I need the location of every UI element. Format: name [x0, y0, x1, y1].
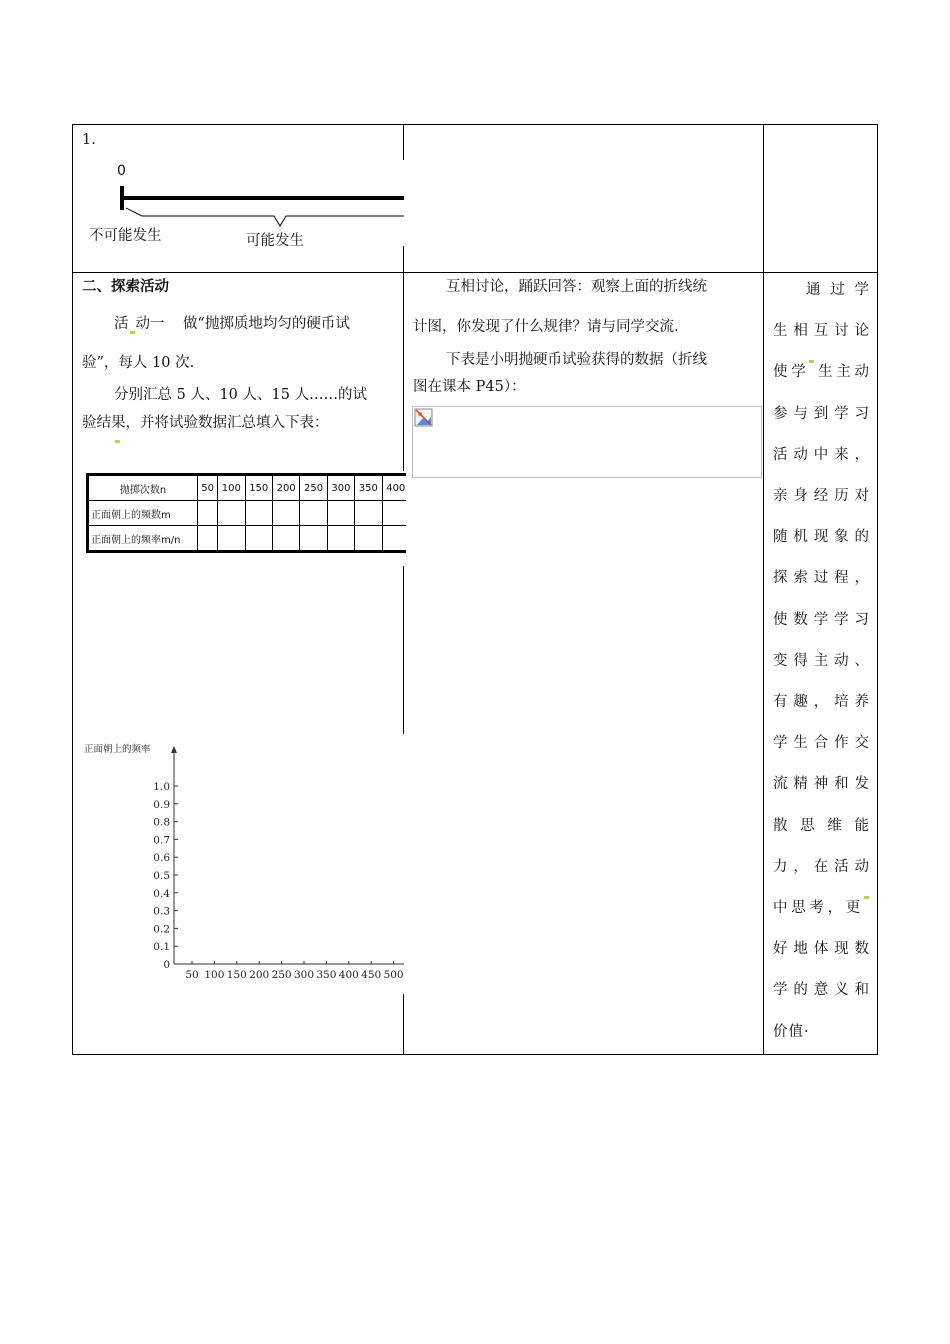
y-tick-label: 0.2 — [153, 923, 170, 936]
design-intent-char: 有 — [773, 694, 788, 710]
design-intent-char: 参 — [773, 405, 788, 422]
data-intro-line-2: 图在课本 P45）： — [413, 379, 526, 395]
y-tick-label: 0.7 — [153, 834, 170, 847]
design-intent-char: 学 — [834, 611, 849, 628]
design-intent-char: 学 — [773, 982, 788, 999]
design-intent-char: 学 — [854, 282, 869, 298]
design-intent-char: ， — [854, 446, 869, 463]
design-intent-line — [773, 690, 869, 711]
table-row-label: 正面朝上的频率m/n — [89, 526, 198, 551]
x-tick-label: 500 — [383, 969, 404, 981]
table-empty-cell[interactable] — [198, 526, 218, 551]
x-tick-label: 50 — [185, 969, 199, 981]
table-empty-cell[interactable] — [355, 526, 382, 551]
design-intent-line — [773, 566, 869, 587]
design-intent-char: 意 — [813, 982, 829, 999]
design-intent-line — [773, 525, 869, 546]
design-intent-char: 价 — [773, 1023, 788, 1040]
design-intent-char: 现 — [813, 529, 829, 546]
design-intent-char: 身 — [793, 488, 808, 504]
design-intent-char: 主 — [813, 652, 829, 669]
design-intent-char: 相 — [793, 323, 808, 340]
edit-mark — [809, 360, 814, 363]
table-empty-cell[interactable] — [272, 501, 299, 526]
design-intent-line — [773, 319, 869, 340]
design-intent-char: 论 — [854, 323, 869, 340]
design-intent-char: 和 — [854, 982, 869, 999]
design-intent-char: 通 — [806, 282, 821, 298]
design-intent-line — [773, 731, 869, 752]
design-intent-char: 维 — [827, 817, 842, 834]
design-intent-line — [773, 855, 869, 876]
table-row-label: 正面朝上的频数m — [89, 501, 198, 526]
design-intent-char: 互 — [813, 323, 829, 340]
design-intent-char: 主 — [836, 364, 851, 381]
x-tick-label: 400 — [338, 969, 359, 981]
table-empty-cell[interactable] — [218, 501, 245, 526]
y-tick-label: 0.1 — [153, 941, 170, 954]
table-empty-cell[interactable] — [198, 501, 218, 526]
design-intent-char: 义 — [834, 982, 849, 999]
chart-ylabel: 正面朝上的频率 — [84, 744, 151, 755]
design-intent-line — [773, 814, 869, 835]
scale-possible-label: 可能发生 — [246, 233, 304, 249]
section-heading: 二、探索活动 — [82, 279, 169, 295]
design-intent-line — [773, 772, 869, 793]
table-header-cell: 100 — [218, 476, 245, 501]
design-intent-line — [773, 937, 869, 958]
x-tick-label: 300 — [293, 969, 315, 981]
design-intent-char: 讨 — [834, 323, 849, 340]
row-divider — [72, 272, 878, 273]
design-intent-char: 得 — [793, 652, 808, 669]
x-tick-label: 100 — [204, 969, 225, 981]
design-intent-char: 探 — [773, 570, 788, 587]
design-intent-char: 力 — [773, 858, 788, 875]
table-empty-cell[interactable] — [327, 526, 354, 551]
design-intent-char: 到 — [813, 405, 829, 422]
design-intent-char: 好 — [773, 941, 788, 958]
design-intent-char: 生 — [818, 364, 833, 381]
table-header-cell: 150 — [245, 476, 272, 501]
design-intent-char: 地 — [793, 941, 808, 958]
y-tick-label: 0.6 — [153, 852, 170, 865]
x-tick-label: 150 — [226, 969, 247, 981]
design-intent-char: 经 — [813, 488, 829, 504]
table-row — [89, 501, 407, 526]
design-intent-line — [773, 608, 869, 629]
design-intent-char: 变 — [773, 652, 788, 669]
x-tick-label: 450 — [361, 969, 382, 981]
design-intent-line — [773, 443, 869, 464]
x-tick-label: 200 — [249, 969, 270, 981]
design-intent-char: 生 — [773, 323, 788, 340]
table-empty-cell[interactable] — [382, 526, 406, 551]
design-intent-char: 中 — [773, 900, 788, 916]
design-intent-char: 思 — [800, 817, 815, 834]
y-tick-label: 0.4 — [153, 887, 170, 900]
missing-image-placeholder — [412, 406, 762, 478]
design-intent-char: 精 — [793, 776, 808, 793]
design-intent-char: 现 — [834, 941, 849, 958]
table-empty-cell[interactable] — [218, 526, 245, 551]
design-intent-char: 、 — [854, 652, 869, 669]
design-intent-char: . — [804, 1019, 809, 1036]
activity-line-2: 验”，每人 10 次. — [82, 355, 195, 371]
design-intent-char: 体 — [813, 941, 829, 958]
design-intent-char: 随 — [773, 529, 788, 546]
design-intent-char: 在 — [813, 858, 829, 875]
design-intent-char: 与 — [793, 405, 808, 422]
design-intent-line — [773, 402, 869, 423]
y-tick-label: 0.9 — [153, 798, 170, 811]
x-tick-label: 250 — [271, 969, 292, 981]
design-intent-char: 发 — [854, 776, 869, 793]
design-intent-char: 学 — [813, 611, 829, 628]
table-row — [89, 526, 407, 551]
column-divider-right — [763, 124, 764, 1055]
table-empty-cell[interactable] — [300, 501, 327, 526]
discussion-line-1: 互相讨论，踊跃回答：观察上面的折线统 — [446, 279, 707, 295]
table-empty-cell[interactable] — [355, 501, 382, 526]
design-intent-char: 更 — [845, 900, 861, 916]
design-intent-char: 历 — [834, 488, 849, 504]
design-intent-char: 的 — [854, 529, 869, 546]
discussion-line-2: 计图，你发现了什么规律？请与同学交流. — [413, 319, 679, 335]
column-divider-middle — [403, 124, 404, 160]
design-intent-char: 活 — [834, 858, 849, 875]
design-intent-char: 散 — [773, 817, 788, 834]
design-intent-line — [806, 278, 869, 299]
table-header-cell: 300 — [327, 476, 354, 501]
design-intent-char: 的 — [793, 982, 808, 999]
design-intent-char: ， — [827, 900, 843, 916]
design-intent-char: 动 — [793, 446, 808, 463]
design-intent-char: 机 — [793, 529, 808, 546]
y-tick-label: 0.3 — [153, 905, 170, 918]
edit-mark — [115, 440, 120, 443]
summary-line-1: 分别汇总 5 人、10 人、15 人……的试 — [114, 387, 368, 403]
design-intent-char: 亲 — [773, 488, 788, 504]
design-intent-char: 流 — [773, 776, 788, 793]
table-empty-cell[interactable] — [300, 526, 327, 551]
design-intent-char: 能 — [854, 817, 869, 834]
design-intent-char: 对 — [854, 488, 869, 504]
design-intent-char: 活 — [773, 446, 788, 463]
design-intent-char: 程 — [834, 570, 849, 587]
table-header-cell: 400 — [382, 476, 406, 501]
design-intent-char: 使 — [773, 611, 788, 628]
design-intent-char: 中 — [813, 446, 829, 463]
table-header-cell: 350 — [355, 476, 382, 501]
table-empty-cell[interactable] — [245, 526, 272, 551]
frequency-chart — [80, 738, 404, 984]
table-empty-cell[interactable] — [272, 526, 299, 551]
edit-mark — [864, 896, 869, 899]
table-header-cell: 250 — [300, 476, 327, 501]
design-intent-line — [773, 978, 869, 999]
table-empty-cell[interactable] — [245, 501, 272, 526]
y-axis-arrow — [171, 746, 177, 753]
design-intent-char: 象 — [834, 529, 849, 546]
design-intent-char: 学 — [791, 364, 806, 381]
design-intent-char: 神 — [813, 776, 829, 793]
design-intent-char: 习 — [854, 405, 869, 422]
design-intent-char: 来 — [834, 446, 849, 463]
design-intent-char: 学 — [773, 735, 788, 752]
design-intent-char: 和 — [834, 776, 849, 793]
table-header-row — [89, 476, 407, 501]
table-header-cell: 50 — [198, 476, 218, 501]
design-intent-line — [773, 1020, 869, 1041]
y-tick-label: 1.0 — [153, 781, 170, 793]
broken-image-icon — [414, 408, 434, 428]
design-intent-char: 值 — [788, 1023, 803, 1040]
design-intent-char: ， — [813, 694, 829, 710]
design-intent-line — [773, 649, 869, 670]
table-header-label: 抛掷次数n — [89, 476, 198, 501]
design-intent-char: ， — [854, 570, 869, 587]
design-intent-line — [773, 360, 869, 381]
y-tick-label: 0.5 — [153, 870, 170, 882]
data-intro-line-1: 下表是小明抛硬币试验获得的数据（折线 — [446, 352, 707, 368]
design-intent-char: 趣 — [793, 694, 808, 710]
design-intent-char: 过 — [813, 570, 829, 587]
table-empty-cell[interactable] — [382, 501, 406, 526]
design-intent-char: ， — [793, 858, 808, 875]
design-intent-char: 考 — [809, 900, 824, 916]
design-intent-char: 思 — [791, 900, 806, 916]
design-intent-char: 使 — [773, 364, 788, 381]
activity-line-1: 活 动一 做“抛掷质地均匀的硬币试 — [114, 316, 350, 332]
table-header-cell: 200 — [272, 476, 299, 501]
design-intent-char: 动 — [834, 652, 849, 669]
summary-line-2: 验结果，并将试验数据汇总填入下表： — [82, 415, 329, 431]
table-empty-cell[interactable] — [327, 501, 354, 526]
design-intent-line — [773, 896, 869, 917]
design-intent-char: 合 — [813, 735, 829, 752]
x-tick-label: 350 — [316, 969, 337, 981]
y-tick-label: 0.8 — [153, 816, 170, 829]
item-number: 1. — [82, 132, 96, 148]
design-intent-char: 动 — [854, 364, 869, 381]
design-intent-char: 索 — [793, 570, 808, 587]
design-intent-char: 交 — [854, 735, 869, 752]
design-intent-char: 养 — [854, 694, 869, 710]
design-intent-char: 数 — [793, 611, 808, 628]
design-intent-char: 学 — [834, 405, 849, 422]
design-intent-char: 生 — [793, 735, 808, 752]
design-intent-char: 培 — [834, 694, 849, 710]
design-intent-char: 过 — [830, 282, 845, 298]
design-intent-char: 动 — [854, 858, 869, 875]
design-intent-line — [773, 484, 869, 505]
frequency-table — [86, 473, 406, 553]
scale-impossible-label: 不可能发生 — [89, 228, 162, 244]
scale-zero-label: 0 — [117, 163, 126, 179]
design-intent-char: 作 — [834, 735, 849, 752]
design-intent-char: 数 — [854, 941, 869, 958]
y-tick-label: 0 — [163, 959, 170, 971]
design-intent-char: 习 — [854, 611, 869, 628]
